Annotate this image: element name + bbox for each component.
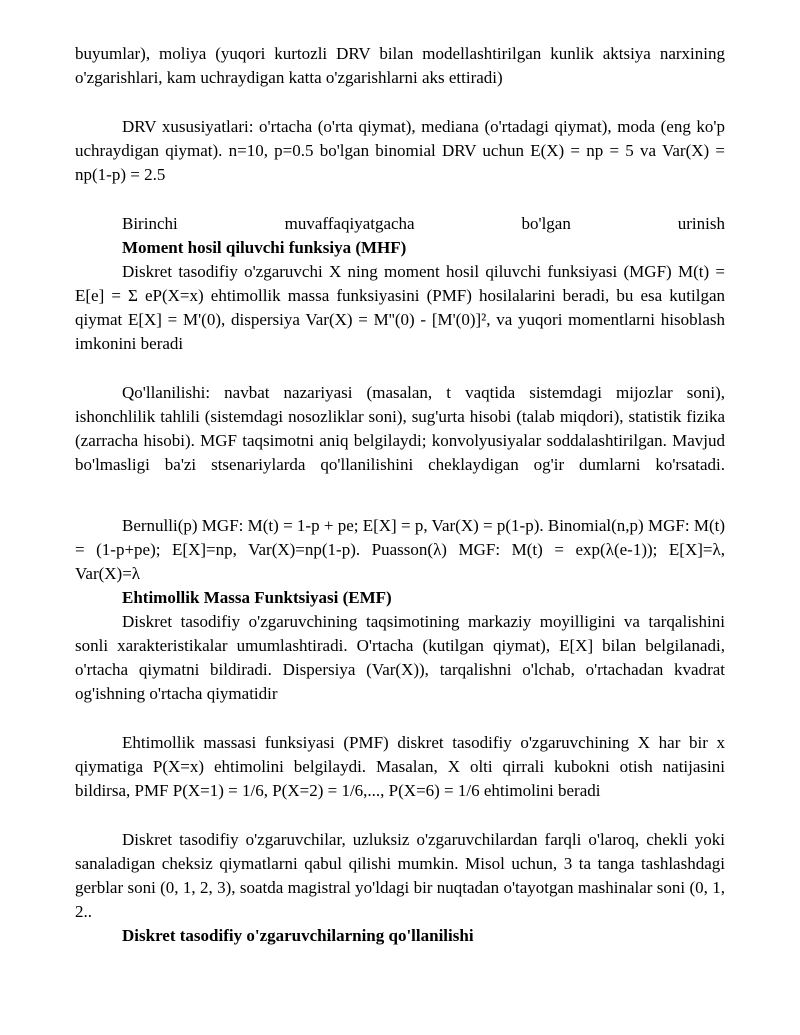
paragraph-mgf-applications: Qo'llanilishi: navbat nazariyasi (masalan, t vaqtida sistemdagi mijozlar soni), ishonchlilik tahlili (sistemdagi nosozliklar soni), sug'urta hisobi (talab miqdori), statistik fizika (zarracha hisobi). MGF taqsimotni aniq belgilaydi; konvolyusiyalar soddalashtirilgan. Mavjud bo'lmasligi ba'zi stsenariylarda qo'llanilishini cheklaydigan og'ir dumlarni ko'rsatadi. <box>75 383 725 474</box>
document-page <box>75 42 725 948</box>
paragraph-pmf-definition: Ehtimollik massasi funksiyasi (PMF) diskret tasodifiy o'zgaruvchining X har bir x qiymatiga P(X=x) ehtimolini belgilaydi. Masalan, X olti qirrali kubokni otish natijasini bildirsa, PMF P(X=1) = 1/6, P(X=2) = 1/6,..., P(X=6) = 1/6 ehtimolini beradi <box>75 733 725 800</box>
paragraph-numeric-characteristics: Diskret tasodifiy o'zgaruvchining taqsimotining markaziy moyilligini va tarqalishini sonli xarakteristikalar umumlashtiradi. O'rtacha (kutilgan qiymat), E[X] bilan belgilanadi, o'rtacha qiymatni bildiradi. Dispersiya (Var(X)), tarqalishni o'lchab, o'rtachadan kvadrat og'ishning o'rtacha qiymatidir <box>75 612 725 703</box>
paragraph-continuation: buyumlar), moliya (yuqori kurtozli DRV bilan modellashtirilgan kunlik aktsiya narxining o'zgarishlari, kam uchraydigan katta o'zgarishlarni aks ettiradi) <box>75 44 725 87</box>
paragraph-first-success: Birinchi muvaffaqiyatgacha bo'lgan urinish <box>122 214 725 233</box>
heading-applications: Diskret tasodifiy o'zgaruvchilarning qo'llanilishi <box>122 926 474 945</box>
heading-pmf: Ehtimollik Massa Funktsiyasi (EMF) <box>122 588 392 607</box>
paragraph-drv-properties: DRV xususiyatlari: o'rtacha (o'rta qiymat), mediana (o'rtadagi qiymat), moda (eng ko'p uchraydigan qiymat). n=10, p=0.5 bo'lgan binomial DRV uchun E(X) = np = 5 va Var(X) = np(1-p) = 2.5 <box>75 117 725 184</box>
paragraph-discrete-variables: Diskret tasodifiy o'zgaruvchilar, uzluksiz o'zgaruvchilardan farqli o'laroq, chekli yoki sanaladigan cheksiz qiymatlarni qabul qilishi mumkin. Misol uchun, 3 ta tanga tashlashdagi gerblar soni (0, 1, 2, 3), soatda magistral yo'ldagi bir nuqtadan o'tayotgan mashinalar soni (0, 1, 2.. <box>75 830 725 921</box>
paragraph-mgf-definition: Diskret tasodifiy o'zgaruvchi X ning moment hosil qiluvchi funksiyasi (MGF) M(t) = E[e] = Σ eP(X=x) ehtimollik massa funksiyasini (PMF) hosilalarini beradi, bu esa kutilgan qiymat E[X] = M'(0), dispersiya Var(X) = M''(0) - [M'(0)]², va yuqori momentlarni hisoblash imkonini beradi <box>75 262 725 353</box>
paragraph-mgf-examples: Bernulli(p) MGF: M(t) = 1-p + pe; E[X] = p, Var(X) = p(1-p). Binomial(n,p) MGF: M(t) = (1-p+pe); E[X]=np, Var(X)=np(1-p). Puasson(λ) MGF: M(t) = exp(λ(e-1)); E[X]=λ, Var(X)=λ <box>75 516 725 583</box>
heading-mgf: Moment hosil qiluvchi funksiya (MHF) <box>122 238 407 257</box>
